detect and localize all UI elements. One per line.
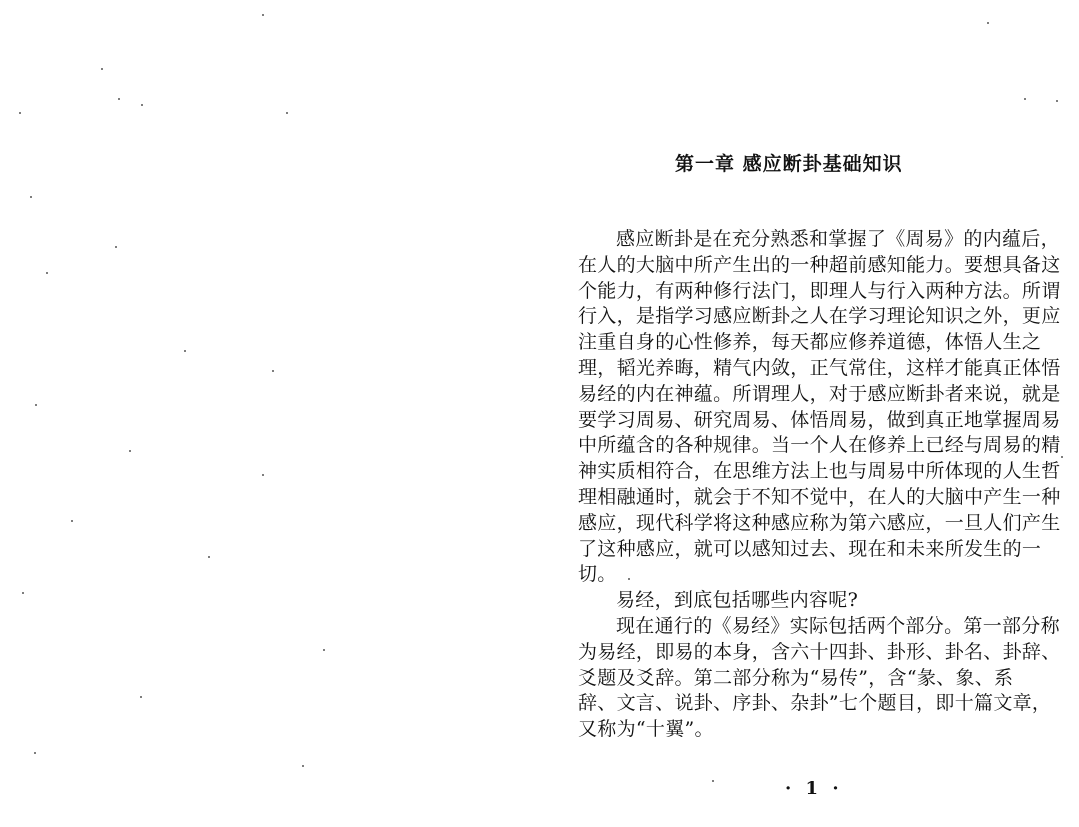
- paragraph-1-line: 感应断卦是在充分熟悉和掌握了《周易》的内蕴后，: [616, 228, 1060, 250]
- paragraph-1-line: 感应，现代科学将这种感应称为第六感应，一旦人们产生: [578, 511, 1061, 534]
- scan-speck: [140, 696, 142, 698]
- scan-speck: [286, 112, 288, 114]
- scan-speck: [22, 592, 24, 594]
- paragraph-3-line: 爻题及爻辞。第二部分称为“易传”，含“彖、象、系: [578, 666, 1014, 689]
- scan-speck: [262, 474, 264, 476]
- scan-speck: [71, 520, 73, 522]
- scan-speck: [118, 98, 120, 100]
- paragraph-1-line: 注重自身的心性修养，每天都应修养道德，体悟人生之: [578, 331, 1042, 354]
- paragraph-1-line: 理，韬光养晦，精气内敛，正气常住，这样才能真正体悟: [578, 356, 1061, 379]
- paragraph-1-line: 要学习周易、研究周易、体悟周易，做到真正地掌握周易: [578, 408, 1061, 431]
- scan-speck: [987, 22, 989, 24]
- paragraph-1-line: 切。: [578, 563, 617, 586]
- paragraph-3-line: 辞、文言、说卦、序卦、杂卦”七个题目，即十篇文章，: [578, 692, 1052, 715]
- body-text: [578, 227, 1061, 743]
- paragraph-1-line: 易经的内在神蕴。所谓理人，对于感应断卦者来说，就是: [578, 382, 1061, 405]
- paragraph-1-line: 了这种感应，就可以感知过去、现在和未来所发生的一: [578, 537, 1042, 560]
- scan-speck: [262, 14, 264, 16]
- scan-speck: [1024, 98, 1026, 100]
- paragraph-1-line: 理相融通时，就会于不知不觉中，在人的大脑中产生一种: [578, 485, 1061, 508]
- chapter-title: 第一章 感应断卦基础知识: [675, 153, 903, 175]
- scan-speck: [712, 780, 714, 782]
- scan-speck: [302, 765, 304, 767]
- scan-speck: [46, 272, 48, 274]
- page-number: · 1 ·: [785, 778, 843, 799]
- scan-speck: [35, 404, 37, 406]
- scan-speck: [1061, 456, 1063, 458]
- scan-speck: [184, 350, 186, 352]
- paragraph-3-line: 现在通行的《易经》实际包括两个部分。第一部分称: [616, 614, 1060, 637]
- scan-speck: [1056, 100, 1058, 102]
- paragraph-2-line: 易经，到底包括哪些内容呢?: [616, 589, 859, 612]
- paragraph-1-line: 中所蕴含的各种规律。当一个人在修养上已经与周易的精: [578, 434, 1061, 457]
- paragraph-3-line: 为易经，即易的本身，含六十四卦、卦形、卦名、卦辞、: [578, 640, 1061, 663]
- scan-speck: [628, 578, 630, 580]
- scan-speck: [141, 104, 143, 106]
- scan-speck: [272, 370, 274, 372]
- paragraph-1-line: 在人的大脑中所产生出的一种超前感知能力。要想具备这: [578, 253, 1061, 276]
- right-page: [540, 0, 1079, 827]
- paragraph-1-line: 行入，是指学习感应断卦之人在学习理论知识之外，更应: [578, 305, 1061, 328]
- scan-speck: [115, 246, 117, 248]
- scan-speck: [34, 752, 36, 754]
- scan-speck: [129, 450, 131, 452]
- paragraph-1-line: 神实质相符合，在思维方法上也与周易中所体现的人生哲: [578, 460, 1061, 483]
- paragraph-1-line: 个能力，有两种修行法门，即理人与行入两种方法。所谓: [578, 279, 1061, 302]
- paragraph-3-line: 又称为“十翼”。: [578, 718, 714, 741]
- scan-speck: [208, 556, 210, 558]
- scan-speck: [19, 112, 21, 114]
- scan-speck: [323, 649, 325, 651]
- scan-speck: [101, 68, 103, 70]
- scan-speck: [30, 196, 32, 198]
